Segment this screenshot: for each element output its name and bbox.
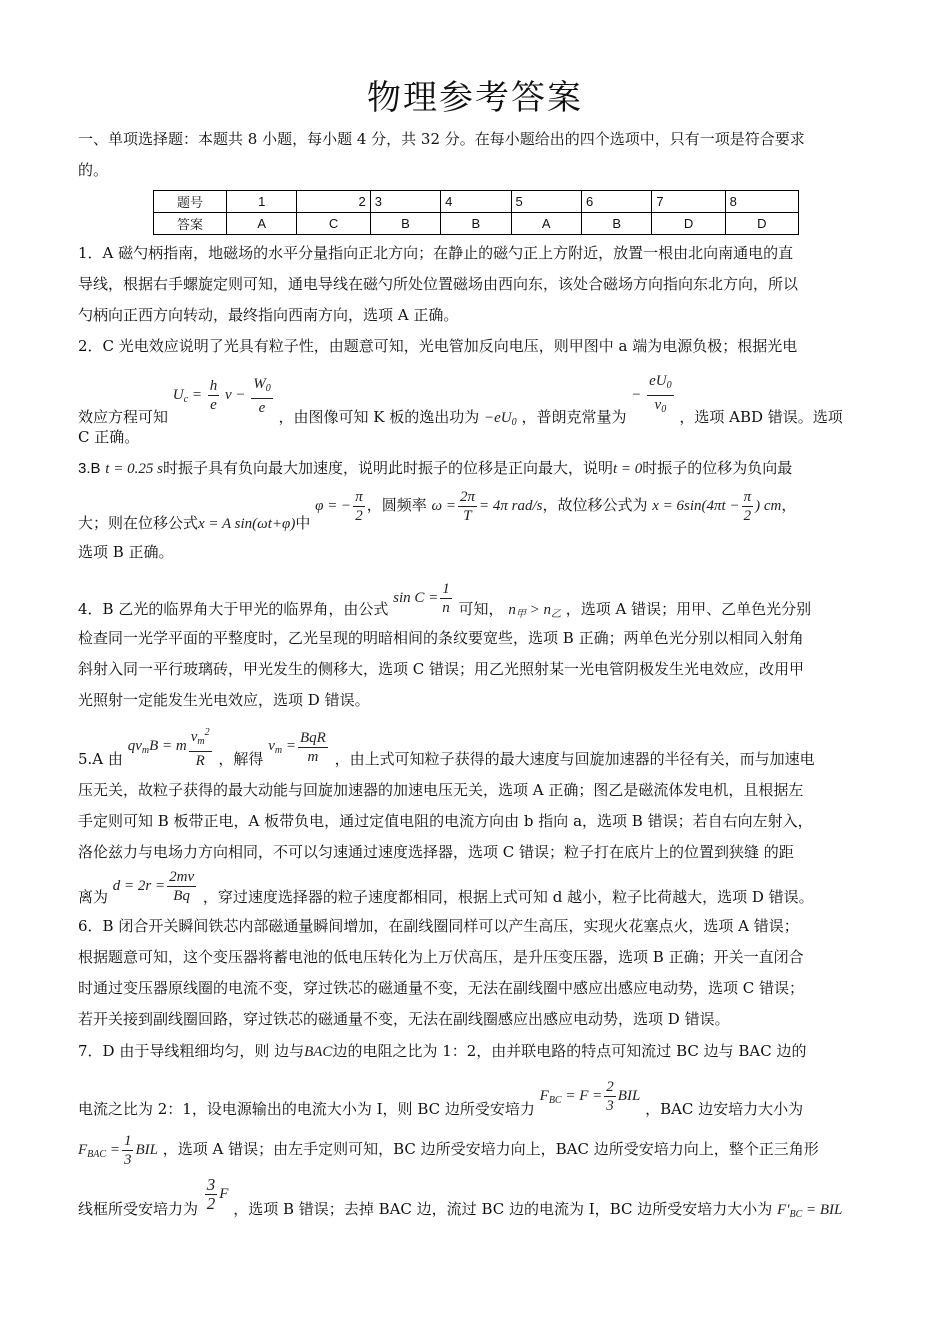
table-header-number: 题号 [154, 191, 227, 213]
q7-formula-fbc-prime: $F'_{BC}$ = BIL [777, 1201, 843, 1220]
table-cell: B [581, 213, 651, 235]
q2-formula-planck: − $\frac{eU_0}{\nu_0}$ [631, 373, 672, 415]
q7-formula-fbc: $F_{BC} = F$ = $\frac{2}{3}$ BIL [539, 1079, 641, 1114]
q7-line-4: 线框所受安培力为 $\frac{3}{2}$ F ，选项 B 错误；去掉 BAC 边，流过 BC 边的电流为 I，BC 边所受安培力大小为 $F'_{BC}$ = BIL [78, 1175, 843, 1220]
q7-line-3: $F_{BAC}$ = $\frac{1}{3}$ BIL ，选项 A 错误；由左手定则可知，BC 边所受安培力向上，BAC 边所受安培力向上，整个正三角形 [78, 1133, 819, 1168]
table-header-answer: 答案 [154, 213, 227, 235]
table-cell: D [652, 213, 725, 235]
answer-table [153, 190, 799, 235]
q2-line-3: C 正确。 [78, 428, 140, 446]
q1-line-1: 1．A 磁勺柄指南，地磁场的水平分量指向正北方向；在静止的磁勺正上方附近，放置一根由北向南通电的直 [78, 244, 794, 262]
q2-formula-work: $-eU_0$ [484, 409, 517, 428]
q4-line-1: 4．B 乙光的临界角大于甲光的临界角，由公式 sin C = $\frac{1}{n}$ 可知， $n_甲 > n_乙$ ，选项 A 错误；用甲、乙单色光分别 [78, 581, 812, 620]
q2-text: ，选项 ABD 错误。选项 [679, 407, 843, 426]
q4-line-2: 检查同一光学平面的平整度时，乙光呈现的明暗相间的条纹要宽些，选项 B 正确；两单色光分别以相同入射角 [78, 629, 804, 647]
table-cell: 1 [227, 191, 297, 213]
table-cell: 5 [511, 191, 581, 213]
table-cell: D [725, 213, 798, 235]
q3-formula-phi: φ = − $\frac{\pi}{2}$ [315, 489, 363, 524]
q4-line-4: 光照射一定能发生光电效应，选项 D 错误。 [78, 691, 370, 709]
q5-formula-lorentz: $qv_mB = m$ $\frac{v_m^2}{R}$ [128, 738, 214, 754]
table-cell: 8 [725, 191, 798, 213]
section-intro-line-1: 一、单项选择题：本题共 8 小题，每小题 4 分，共 32 分。在每小题给出的四个选项中，只有一项是符合要求 [78, 130, 805, 148]
answer-table-answer-row [154, 213, 799, 235]
q7-formula-fbac: $F_{BAC}$ = $\frac{1}{3}$ BIL [78, 1133, 158, 1168]
q6-line-2: 根据题意可知，这个变压器将蓄电池的低电压转化为上万伏高压，是升压变压器，选项 B 正确；开关一直闭合 [78, 948, 804, 966]
q5-line-2: 压无关，故粒子获得的最大动能与回旋加速器的加速电压无关，选项 A 正确；图乙是磁流体发电机，且根据左 [78, 781, 804, 799]
table-cell: 6 [581, 191, 651, 213]
table-cell: 7 [652, 191, 725, 213]
q2-text: 效应方程可知 [78, 407, 169, 426]
table-cell: B [370, 213, 440, 235]
q2-formula-einstein: $U_c$ = $\frac{h}{e}$ ν − $\frac{W_0}{e}$ [172, 375, 271, 416]
q2-line-1: 2．C 光电效应说明了光具有粒子性，由题意可知，光电管加反向电压，则甲图中 a 端为电源负极；根据光电 [78, 337, 798, 355]
q6-line-4: 若开关接到副线圈回路，穿过铁芯的磁通量不变，无法在副线圈感应出感应电动势，选项 D 错误。 [78, 1010, 730, 1028]
q5-line-5: 离为 d = 2r = $\frac{2mv}{Bq}$ ，穿过速度选择器的粒子速度都相同，根据上式可知 d 越小，粒子比荷越大，选项 D 错误。 [78, 869, 814, 906]
q3-line-1: 3.B t = 0.25 s时振子具有负向最大加速度，说明此时振子的位移是正向最大，说明t = 0时振子的位移为负向最 [78, 459, 793, 477]
q3-formula-displacement: x = 6sin(4πt − $\frac{\pi}{2}$ ) cm [652, 489, 782, 524]
q2-line-2 [78, 372, 876, 428]
q1-line-3: 勺柄向正西方向转动，最终指向西南方向，选项 A 正确。 [78, 306, 459, 324]
section-intro-line-2: 的。 [78, 161, 109, 179]
q7-line-1: 7．D 由于导线粗细均匀，则 边与BAC边的电阻之比为 1：2，由并联电路的特点可知流过 BC 边与 BAC 边的 [78, 1042, 807, 1060]
table-cell: A [227, 213, 297, 235]
table-cell: 2 [297, 191, 370, 213]
q3-formula-omega: ω = $\frac{2\pi}{T}$ = 4π rad/s [431, 489, 543, 524]
q6-line-1: 6．B 闭合开关瞬间铁芯内部磁通量瞬间增加，在副线圈同样可以产生高压，实现火花塞点火，选项 A 错误； [78, 917, 799, 935]
q4-formula-n: $n_甲 > n_乙$ [508, 601, 561, 620]
page-title: 物理参考答案 [367, 78, 583, 118]
q5-line-3: 手定则可知 B 板带正电，A 板带负电，通过定值电阻的电流方向由 b 指向 a，选项 B 错误；若自右向左射入， [78, 812, 813, 830]
answer-table-number-row [154, 191, 799, 213]
table-cell: C [297, 213, 370, 235]
table-cell: B [441, 213, 511, 235]
q5-line-1: 5.A 由 $qv_mB = m$ $\frac{v_m^2}{R}$ ，解得 $v_m$ = $\frac{\text{BqR}}{m}$ ，由上式可知粒子获得的最大速度与回旋加速器的半径有关，而与加速电 [78, 724, 876, 770]
table-cell: 3 [370, 191, 440, 213]
q7-line-2: 电流之比为 2：1，设电源输出的电流大小为 I，则 BC 边所受安培力 $F_{BC} = F$ = $\frac{2}{3}$ BIL ，BAC 边安培力大小为 [78, 1079, 804, 1118]
q4-formula-sin: sin C = $\frac{1}{n}$ [393, 581, 450, 616]
q1-line-2: 导线，根据右手螺旋定则可知，通电导线在磁勺所处位置磁场由西向东，该处合磁场方向指向东北方向，所以 [78, 275, 799, 293]
q2-text: ，普朗克常量为 [521, 407, 627, 426]
q6-line-3: 时通过变压器原线圈的电流不变，穿过铁芯的磁通量不变，无法在副线圈中感应出感应电动势，选项 C 错误； [78, 979, 805, 997]
q5-formula-d: d = 2r = $\frac{2mv}{Bq}$ [112, 869, 195, 904]
q3-line-2: 大；则在位移公式x = A sin(ωt+φ)中 φ = − $\frac{\pi}{2}$ ，圆频率 ω = $\frac{2\pi}{T}$ = 4π rad/s，故位移公式为 x = 6sin(4πt − $\frac{\pi}{2}$ ) cm， [78, 489, 797, 532]
table-cell: A [511, 213, 581, 235]
table-cell: 4 [441, 191, 511, 213]
q2-text: ，由图像可知 K 板的逸出功为 [278, 407, 480, 426]
q3-line-3: 选项 B 正确。 [78, 543, 174, 561]
q5-line-4: 洛伦兹力与电场力方向相同，不可以匀速通过速度选择器，选项 C 错误；粒子打在底片上的位置到狭缝 的距 [78, 843, 794, 861]
q4-line-3: 斜射入同一平行玻璃砖，甲光发生的侧移大，选项 C 错误；用乙光照射某一光电管阴极发生光电效应，改用甲 [78, 660, 805, 678]
q5-formula-vm: $v_m$ = $\frac{\text{BqR}}{m}$ [268, 729, 326, 765]
q7-formula-total: $\frac{3}{2}$ F [206, 1175, 229, 1213]
